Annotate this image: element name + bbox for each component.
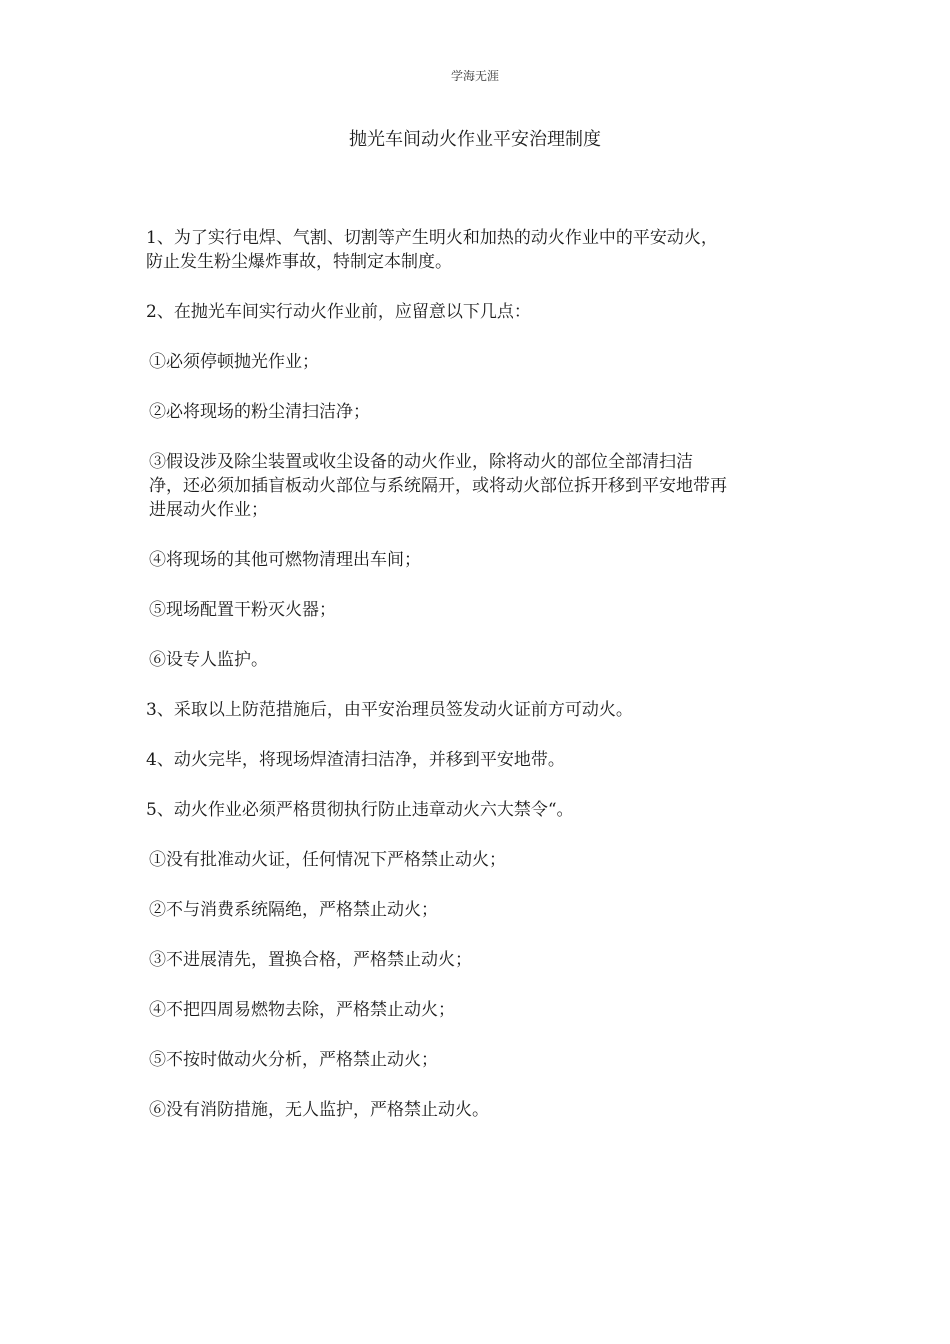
list-item: ③不进展清先，置换合格，严格禁止动火； <box>149 950 472 970</box>
clause-paragraph: 4、动火完毕，将现场焊渣清扫洁净，并移到平安地带。 <box>146 750 565 770</box>
list-item: ①没有批准动火证，任何情况下严格禁止动火； <box>149 850 506 870</box>
list-item: ③假设涉及除尘装置或收尘设备的动火作业，除将动火的部位全部清扫洁 净，还必须加插盲板动火部位与系统隔开，或将动火部位拆开移到平安地带再 进展动火作业； <box>149 452 727 520</box>
list-item: ②必将现场的粉尘清扫洁净； <box>149 402 370 422</box>
clause-paragraph: 1、为了实行电焊、气割、切割等产生明火和加热的动火作业中的平安动火， 防止发生粉尘爆炸事故，特制定本制度。 <box>146 228 718 272</box>
list-item: ⑤现场配置干粉灭火器； <box>149 600 336 620</box>
document-title: 抛光车间动火作业平安治理制度 <box>349 129 601 150</box>
list-item: ⑥没有消防措施，无人监护，严格禁止动火。 <box>149 1100 489 1120</box>
list-item: ⑥设专人监护。 <box>149 650 268 670</box>
list-item: ②不与消费系统隔绝，严格禁止动火； <box>149 900 438 920</box>
clause-paragraph: 5、动火作业必须严格贯彻执行防止违章动火六大禁令“。 <box>146 800 574 820</box>
clause-paragraph: 3、采取以上防范措施后，由平安治理员签发动火证前方可动火。 <box>146 700 633 720</box>
list-item: ⑤不按时做动火分析，严格禁止动火； <box>149 1050 438 1070</box>
running-header: 学海无涯 <box>450 69 499 83</box>
list-item: ④不把四周易燃物去除，严格禁止动火； <box>149 1000 455 1020</box>
list-item: ①必须停顿抛光作业； <box>149 352 319 372</box>
list-item: ④将现场的其他可燃物清理出车间； <box>149 550 421 570</box>
clause-paragraph: 2、在抛光车间实行动火作业前，应留意以下几点： <box>146 302 531 322</box>
document-body <box>146 226 806 1148</box>
